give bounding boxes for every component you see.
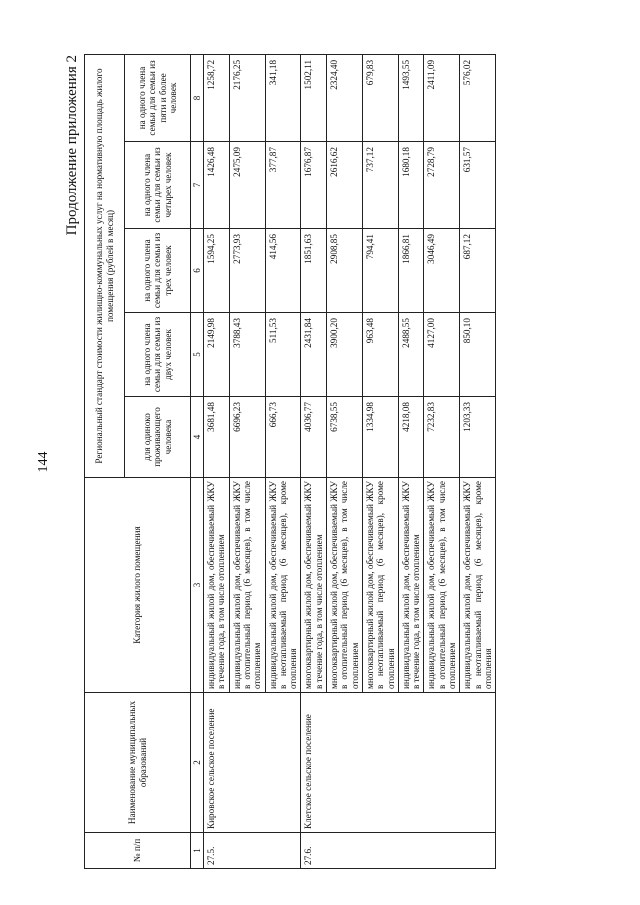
value-cell: 666,73 [265,397,301,478]
value-cell: 377,87 [265,142,301,229]
value-cell: 1203,33 [460,397,496,478]
housing-cost-standard-table [84,54,496,869]
value-cell: 2616,62 [327,142,363,229]
housing-category: индивидуальный жилой дом, обеспечиваемый ЖКУ в течение года, в том числе отоплением [204,478,230,693]
value-cell: 2431,84 [301,313,327,397]
value-cell: 2475,09 [229,142,265,229]
value-cell: 2411,09 [424,54,460,141]
header-number: 3 [191,478,204,693]
appendix-title: Продолжение приложения 2 [64,55,80,236]
table-row [204,54,230,868]
value-cell: 1851,63 [301,229,327,313]
header-number: 4 [191,397,204,478]
header-number: 2 [191,693,204,833]
value-cell: 1676,87 [301,142,327,229]
header-number: 1 [191,833,204,869]
value-cell: 4218,08 [398,397,424,478]
header-number: 8 [191,54,204,141]
value-cell: 4036,77 [301,397,327,478]
row-number: 27.5. [204,833,301,869]
value-cell: 341,18 [265,54,301,141]
value-cell: 2176,25 [229,54,265,141]
municipality-name: Кировское сельское поселение [204,693,301,833]
value-cell: 794,41 [362,229,398,313]
row-number: 27.6. [301,833,496,869]
value-cell: 1334,98 [362,397,398,478]
value-cell: 2773,93 [229,229,265,313]
header-number: 6 [191,229,204,313]
value-cell: 3046,49 [424,229,460,313]
value-cell: 4127,00 [424,313,460,397]
value-cell: 2488,55 [398,313,424,397]
header-number: 7 [191,142,204,229]
header-sub-five-plus: на одного члена семьи для семьи из пяти и более человек [125,54,191,141]
table-row [301,54,327,868]
municipality-name: Клетское сельское поселение [301,693,496,833]
value-cell: 3681,48 [204,397,230,478]
value-cell: 2149,98 [204,313,230,397]
value-cell: 3900,20 [327,313,363,397]
header-sub-single: для одиноко проживающего человека [125,397,191,478]
housing-category: индивидуальный жилой дом, обеспечиваемый ЖКУ в неотапливаемый период (6 месяцев), кроме отопления [265,478,301,693]
value-cell: 963,48 [362,313,398,397]
value-cell: 7232,83 [424,397,460,478]
value-cell: 6696,23 [229,397,265,478]
value-cell: 1594,25 [204,229,230,313]
value-cell: 687,12 [460,229,496,313]
value-cell: 576,02 [460,54,496,141]
housing-category: многоквартирный жилой дом, обеспечиваемый ЖКУ в неотапливаемый период (6 месяцев), кроме отопления [362,478,398,693]
value-cell: 2908,85 [327,229,363,313]
value-cell: 2324,40 [327,54,363,141]
header-col-standard: Региональный стандарт стоимости жилищно-коммунальных услуг на нормативную площадь жилого помещения (рублей в месяц) [85,54,125,477]
housing-category: индивидуальный жилой дом, обеспечиваемый ЖКУ в отопительный период (6 месяцев), в том числе отоплением [229,478,265,693]
value-cell: 6738,55 [327,397,363,478]
header-sub-two: на одного члена семьи для семьи из двух человек [125,313,191,397]
value-cell: 1258,72 [204,54,230,141]
header-col-name: Наименование муниципальных образований [85,693,191,833]
landscape-sheet [62,25,596,875]
value-cell: 3788,43 [229,313,265,397]
value-cell: 1493,55 [398,54,424,141]
housing-category: многоквартирный жилой дом, обеспечиваемый ЖКУ в течение года, в том числе отоплением [301,478,327,693]
header-sub-three: на одного члена семьи для семьи из трех человек [125,229,191,313]
value-cell: 1426,48 [204,142,230,229]
value-cell: 1502,11 [301,54,327,141]
value-cell: 737,12 [362,142,398,229]
page-number: 144 [36,451,51,473]
value-cell: 414,56 [265,229,301,313]
header-number: 5 [191,313,204,397]
header-col-num: № п/п [85,833,191,869]
housing-category: индивидуальный жилой дом, обеспечиваемый ЖКУ в неотапливаемый период (6 месяцев), кроме отопления [460,478,496,693]
header-sub-four: на одного члена семьи для семьи из четырех человек [125,142,191,229]
housing-category: индивидуальный жилой дом, обеспечиваемый ЖКУ в отопительный период (6 месяцев), в том числе отоплением [424,478,460,693]
value-cell: 679,83 [362,54,398,141]
value-cell: 1866,81 [398,229,424,313]
value-cell: 850,10 [460,313,496,397]
housing-category: многоквартирный жилой дом, обеспечиваемый ЖКУ в отопительный период (6 месяцев), в том числе отоплением [327,478,363,693]
header-col-category: Категория жилого помещения [85,478,191,693]
value-cell: 511,53 [265,313,301,397]
value-cell: 631,57 [460,142,496,229]
housing-category: индивидуальный жилой дом, обеспечиваемый ЖКУ в течение года, в том числе отоплением [398,478,424,693]
value-cell: 2728,79 [424,142,460,229]
value-cell: 1680,18 [398,142,424,229]
